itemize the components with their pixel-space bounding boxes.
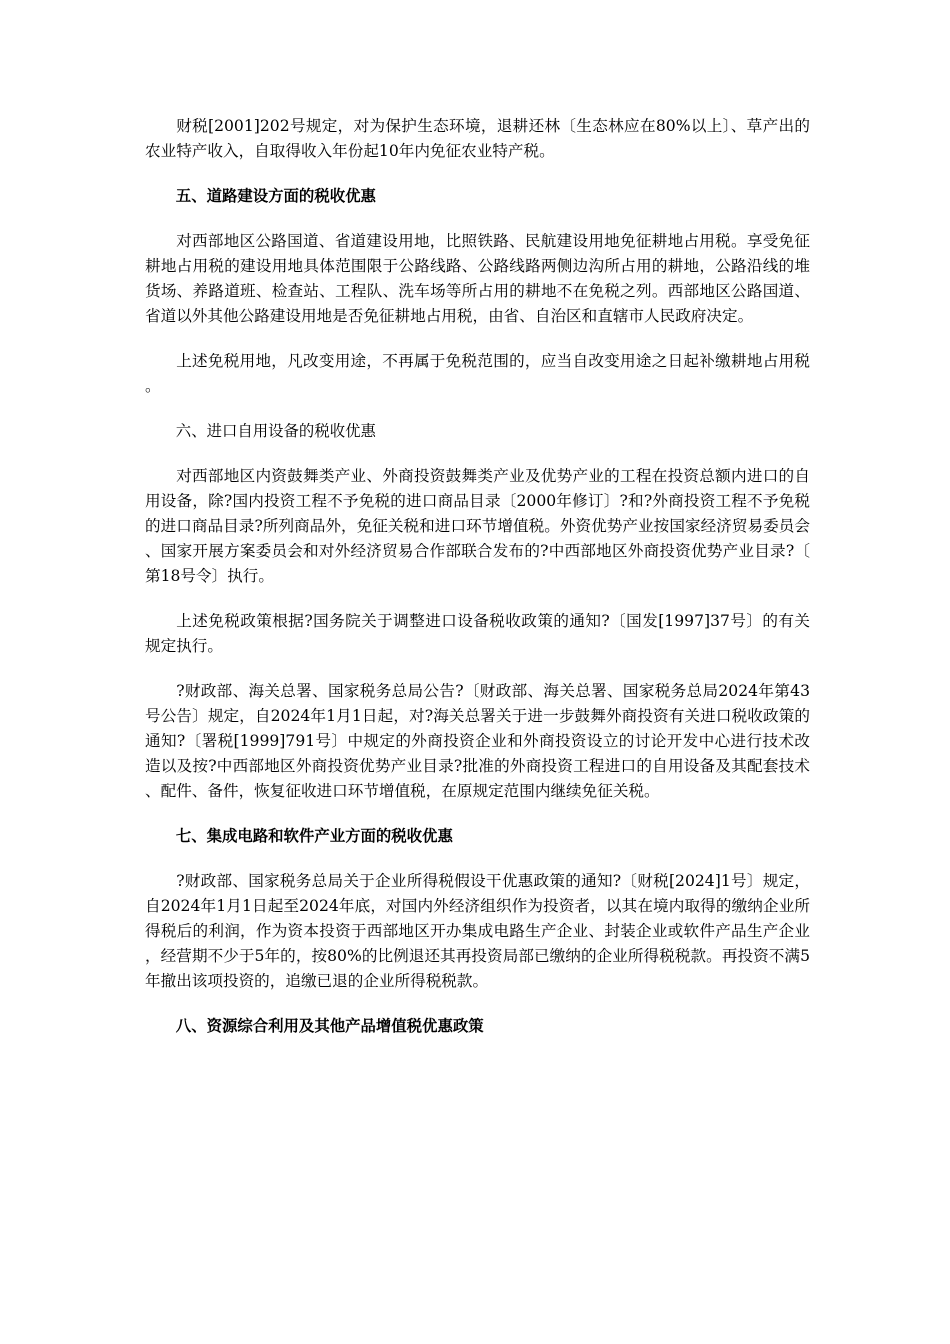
paragraph-agri-tax: 财税[2001]202号规定，对为保护生态环境，退耕还林〔生态林应在80%以上〕、草产出的农业特产收入，自取得收入年份起10年内免征农业特产税。 [145,117,810,160]
heading-road-construction: 五、道路建设方面的税收优惠 [175,187,376,205]
heading-resource-utilization: 八、资源综合利用及其他产品增值税优惠政策 [175,1017,484,1035]
paragraph-integrated-circuits: ?财政部、国家税务总局关于企业所得税假设干优惠政策的通知?〔财税[2024]1号〕规定，自2024年1月1日起至2024年底，对国内外经济组织作为投资者，以其在境内取得的缴纳企业所得税后的利润，作为资本投资于西部地区开办集成电路生产企业、封装企业或软件产品生产企业，经营期不少于5年的，按80%的比例退还其再投资局部已缴纳的企业所得税税款。再投资不满5年撤出该项投资的，追缴已退的企业所得税税款。 [145,872,810,990]
paragraph-import-basis: 上述免税政策根据?国务院关于调整进口设备税收政策的通知?〔国发[1997]37号〕的有关规定执行。 [145,612,810,655]
heading-integrated-circuits: 七、集成电路和软件产业方面的税收优惠 [175,827,453,845]
paragraph-import-announcement: ?财政部、海关总署、国家税务总局公告?〔财政部、海关总署、国家税务总局2024年第43号公告〕规定，自2024年1月1日起，对?海关总署关于进一步鼓舞外商投资有关进口税收政策的通知?〔署税[1999]791号〕中规定的外商投资企业和外商投资设立的讨论开发中心进行技术改造以及按?中西部地区外商投资优势产业目录?批准的外商投资工程进口的自用设备及其配套技术、配件、备件，恢复征收进口环节增值税，在原规定范围内继续免征关税。 [145,682,810,800]
paragraph-road-land-change: 上述免税用地，凡改变用途，不再属于免税范围的，应当自改变用途之日起补缴耕地占用税。 [145,352,810,395]
paragraph-road-land: 对西部地区公路国道、省道建设用地，比照铁路、民航建设用地免征耕地占用税。享受免征耕地占用税的建设用地具体范围限于公路线路、公路线路两侧边沟所占用的耕地，公路沿线的堆货场、养路道班、检查站、工程队、洗车场等所占用的耕地不在免税之列。西部地区公路国道、省道以外其他公路建设用地是否免征耕地占用税，由省、自治区和直辖市人民政府决定。 [145,232,810,325]
heading-import-equipment: 六、进口自用设备的税收优惠 [175,422,376,440]
document-page [145,114,810,1059]
paragraph-import-equipment: 对西部地区内资鼓舞类产业、外商投资鼓舞类产业及优势产业的工程在投资总额内进口的自用设备，除?国内投资工程不予免税的进口商品目录〔2000年修订〕?和?外商投资工程不予免税的进口商品目录?所列商品外，免征关税和进口环节增值税。外资优势产业按国家经济贸易委员会、国家开展方案委员会和对外经济贸易合作部联合发布的?中西部地区外商投资优势产业目录?〔第18号令〕执行。 [145,467,810,585]
